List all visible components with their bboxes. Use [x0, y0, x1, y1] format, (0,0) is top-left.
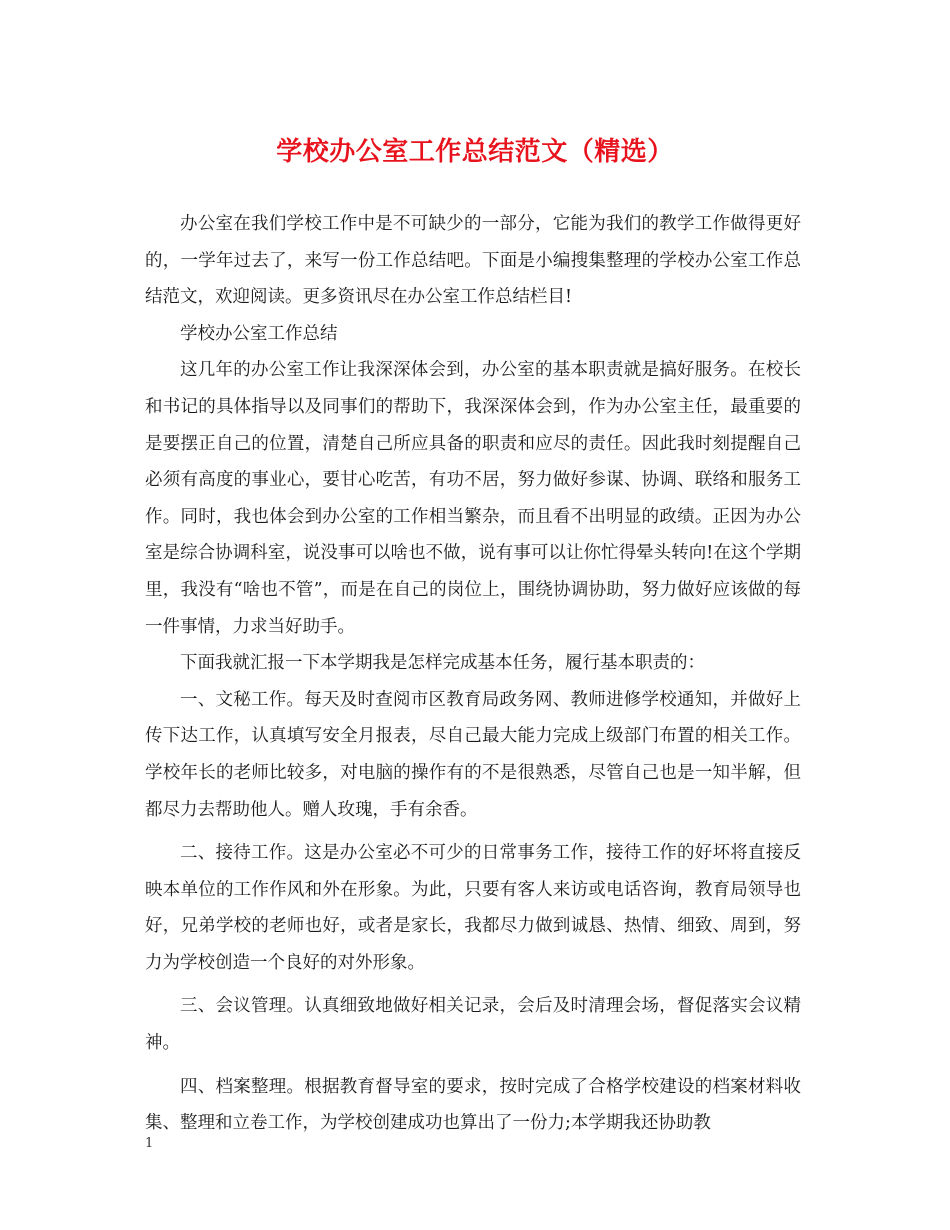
document-title: 学校办公室工作总结范文（精选） — [276, 137, 674, 167]
paragraph-secretarial-work: 一、文秘工作。每天及时查阅市区教育局政务网、教师进修学校通知，并做好上传下达工作，认真填写安全月报表，尽自己最大能力完成上级部门布置的相关工作。学校年长的老师比较多，对电脑的操作有的不是很熟悉，尽管自己也是一知半解，但都尽力去帮助他人。赠人玫瑰，手有余香。 — [145, 689, 801, 820]
paragraph-duties-overview: 这几年的办公室工作让我深深体会到，办公室的基本职责就是搞好服务。在校长和书记的具体指导以及同事们的帮助下，我深深体会到，作为办公室主任，最重要的是要摆正自己的位置，清楚自己所应具备的职责和应尽的责任。因此我时刻提醒自己必须有高度的事业心，要甘心吃苦，有功不居，努力做好参谋、协调、联络和服务工作。同时，我也体会到办公室的工作相当繁杂，而且看不出明显的政绩。正因为办公室是综合协调科室，说没事可以啥也不做，说有事可以让你忙得晕头转向!在这个学期里，我没有“啥也不管”，而是在自己的岗位上，围绕协调协助，努力做好应该做的每一件事情，力求当好助手。 — [145, 360, 801, 637]
paragraph-reception-work: 二、接待工作。这是办公室必不可少的日常事务工作，接待工作的好坏将直接反映本单位的工作作风和外在形象。为此，只要有客人来访或电话咨询，教育局领导也好，兄弟学校的老师也好，或者是家长，我都尽力做到诚恳、热情、细致、周到，努力为学校创造一个良好的对外形象。 — [145, 843, 801, 973]
paragraph-intro: 办公室在我们学校工作中是不可缺少的一部分，它能为我们的教学工作做得更好的，一学年过去了，来写一份工作总结吧。下面是小编搜集整理的学校办公室工作总结范文，欢迎阅读。更多资讯尽在办公室工作总结栏目! — [145, 214, 801, 308]
paragraph-meeting-management: 三、会议管理。认真细致地做好相关记录，会后及时清理会场，督促落实会议精神。 — [145, 996, 801, 1054]
paragraph-subheading: 学校办公室工作总结 — [180, 323, 338, 344]
document-body — [145, 206, 801, 1142]
paragraph-archive-management: 四、档案整理。根据教育督导室的要求，按时完成了合格学校建设的档案材料收集、整理和立卷工作，为学校创建成功也算出了一份力;本学期我还协助教 — [145, 1076, 801, 1134]
paragraph-report-lead: 下面我就汇报一下本学期我是怎样完成基本任务，履行基本职责的： — [180, 653, 705, 674]
page-number: 1 — [145, 1136, 154, 1151]
